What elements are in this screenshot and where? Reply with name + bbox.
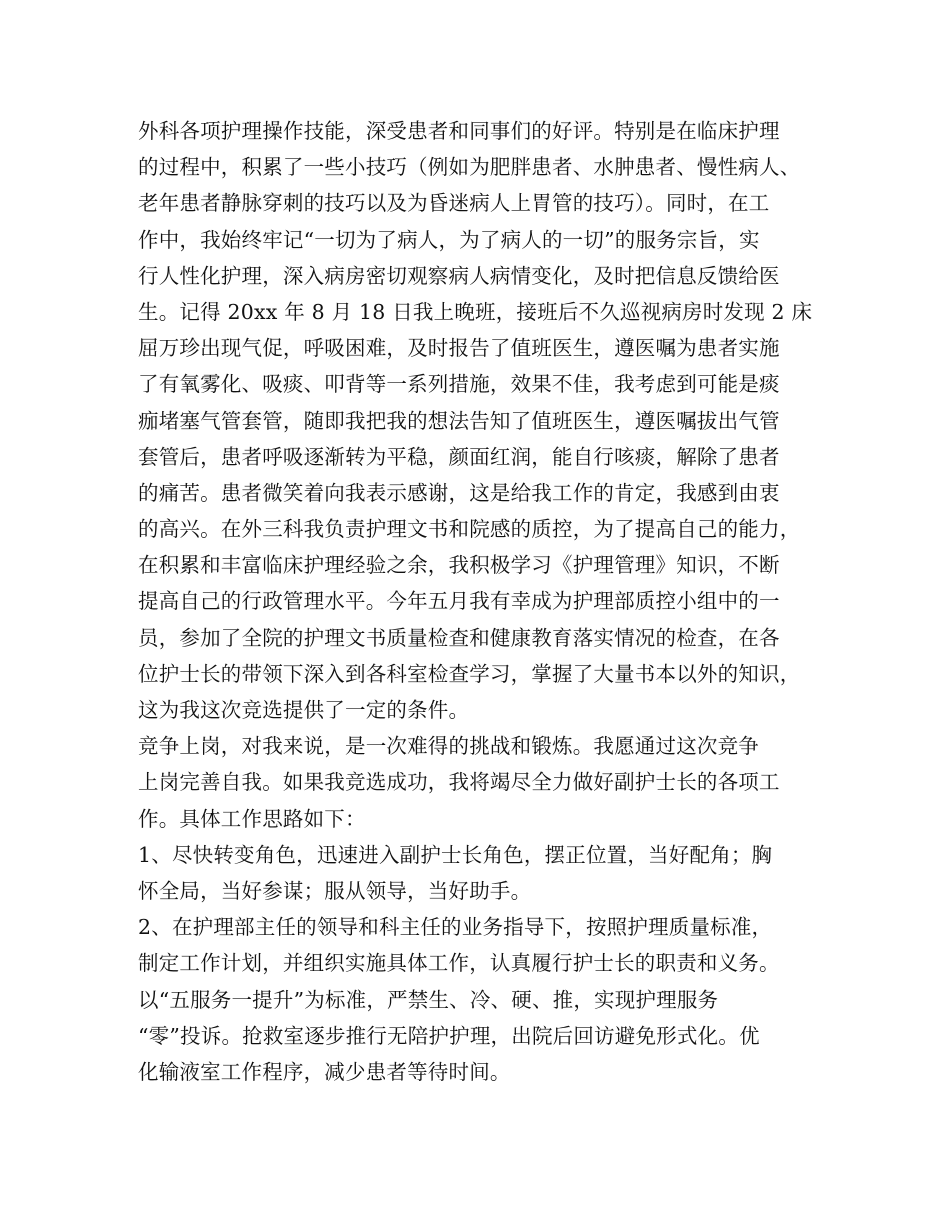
text-line: 竞争上岗，对我来说，是一次难得的挑战和锻炼。我愿通过这次竞争 <box>138 734 759 759</box>
text-line: 了有氧雾化、吸痰、叩背等一系列措施，效果不佳，我考虑到可能是痰 <box>138 372 780 397</box>
text-line: 2、在护理部主任的领导和科主任的业务指导下，按照护理质量标准， <box>138 915 773 940</box>
text-line: 的痛苦。患者微笑着向我表示感谢，这是给我工作的肯定，我感到由衷 <box>138 480 780 505</box>
text-line: 1、尽快转变角色，迅速进入副护士长角色，摆正位置，当好配角；胸 <box>138 842 773 867</box>
body-text <box>138 113 828 1090</box>
text-line: 外科各项护理操作技能，深受患者和同事们的好评。特别是在临床护理 <box>138 119 780 143</box>
text-line: 的过程中，积累了一些小技巧（例如为肥胖患者、水肿患者、慢性病人、 <box>138 155 801 180</box>
text-line: 上岗完善自我。如果我竞选成功，我将竭尽全力做好副护士长的各项工 <box>138 770 780 795</box>
text-line: 作。具体工作思路如下： <box>138 806 366 831</box>
text-line: 以“五服务一提升”为标准，严禁生、冷、硬、推，实现护理服务 <box>138 987 719 1012</box>
text-line: 行人性化护理，深入病房密切观察病人病情变化，及时把信息反馈给医 <box>138 263 780 288</box>
text-line: 痂堵塞气管套管，随即我把我的想法告知了值班医生，遵医嘱拔出气管 <box>138 408 780 433</box>
text-line: “零”投诉。抢救室逐步推行无陪护护理，出院后回访避免形式化。优 <box>138 1023 760 1048</box>
text-line: 提高自己的行政管理水平。今年五月我有幸成为护理部质控小组中的一 <box>138 589 780 614</box>
text-line: 生。记得 20xx 年 8 月 18 日我上晚班，接班后不久巡视病房时发现 2 床 <box>138 299 813 324</box>
text-line: 怀全局，当好参谋；服从领导，当好助手。 <box>138 878 532 903</box>
text-line: 在积累和丰富临床护理经验之余，我积极学习《护理管理》知识，不断 <box>138 553 780 578</box>
text-line: 位护士长的带领下深入到各科室检查学习，掌握了大量书本以外的知识， <box>138 661 801 686</box>
text-line: 套管后，患者呼吸逐渐转为平稳，颜面红润，能自行咳痰，解除了患者 <box>138 444 780 469</box>
text-line: 作中，我始终牢记“一切为了病人，为了病人的一切”的服务宗旨，实 <box>138 227 760 252</box>
text-line: 屈万珍出现气促，呼吸困难，及时报告了值班医生，遵医嘱为患者实施 <box>138 336 780 361</box>
text-line: 化输液室工作程序，减少患者等待时间。 <box>138 1059 511 1084</box>
text-line: 这为我这次竞选提供了一定的条件。 <box>138 698 470 722</box>
text-line: 老年患者静脉穿刺的技巧以及为昏迷病人上胃管的技巧）。同时，在工 <box>138 191 770 216</box>
text-line: 的高兴。在外三科我负责护理文书和院感的质控，为了提高自己的能力， <box>138 517 801 542</box>
text-line: 制定工作计划，并组织实施具体工作，认真履行护士长的职责和义务。 <box>138 951 780 976</box>
text-line: 员，参加了全院的护理文书质量检查和健康教育落实情况的检查，在各 <box>138 625 780 650</box>
